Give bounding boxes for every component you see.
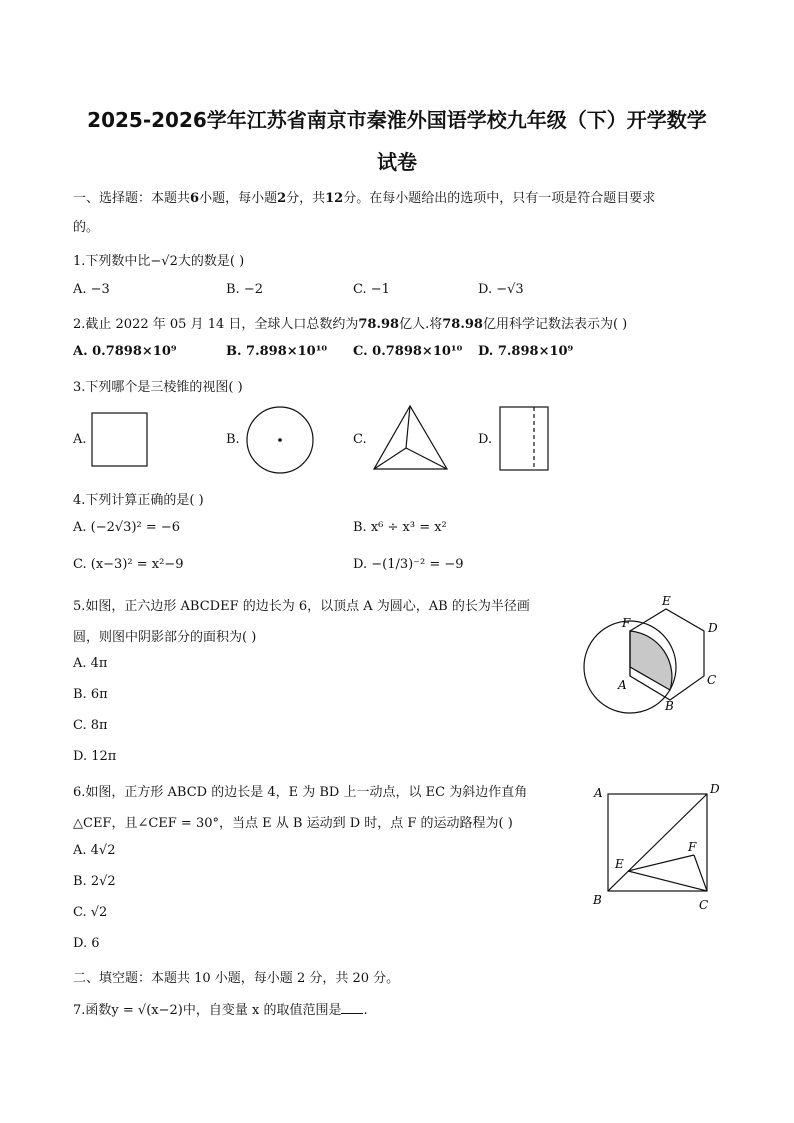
- q6-stem-line1: 6.如图，正方形 ABCD 的边长是 4，E 为 BD 上一动点，以 EC 为斜边作直角: [73, 785, 528, 800]
- q6-label-e: E: [615, 857, 624, 871]
- q7-stem-text: .: [363, 1003, 368, 1018]
- q1-stem-math: −√2: [150, 254, 178, 269]
- q4-option-c[interactable]: C. (x−3)² = x²−9: [73, 557, 184, 572]
- q6-label-b: B: [593, 893, 602, 907]
- q7-stem-text: 7.函数: [73, 1003, 112, 1018]
- q7-stem-math: y = √(x−2): [111, 1003, 183, 1018]
- q5-stem-line1: 5.如图，正六边形 ABCDEF 的边长为 6，以顶点 A 为圆心，AB 的长为半径画: [73, 599, 530, 614]
- q6-label-c: C: [699, 898, 709, 912]
- page-title-line2: 试卷: [377, 150, 417, 174]
- q3-option-a[interactable]: A.: [73, 432, 87, 447]
- q5-label-c: C: [707, 673, 717, 687]
- q1-stem-text: 大的数是( ): [177, 254, 245, 269]
- section1-heading-part: 2: [277, 191, 287, 206]
- q2-stem-number: 78.98: [358, 317, 400, 332]
- q2-option-d[interactable]: D. 7.898×10⁹: [478, 344, 574, 359]
- section2-heading: 二、填空题：本题共 10 小题，每小题 2 分，共 20 分。: [73, 971, 400, 986]
- q1-stem-text: 1.下列数中比: [73, 254, 151, 269]
- q5-option-d[interactable]: D. 12π: [73, 749, 117, 764]
- q2-option-b[interactable]: B. 7.898×10¹⁰: [226, 344, 328, 359]
- q5-option-c[interactable]: C. 8π: [73, 718, 108, 733]
- q5-label-e: E: [662, 594, 671, 608]
- q3-option-d[interactable]: D.: [478, 432, 493, 447]
- q2-option-c[interactable]: C. 0.7898×10¹⁰: [353, 344, 463, 359]
- q6-square-figure: [588, 780, 728, 914]
- q2-option-a[interactable]: A. 0.7898×10⁹: [73, 344, 177, 359]
- section1-heading-part: 分，共: [286, 191, 326, 206]
- q6-option-b[interactable]: B. 2√2: [73, 874, 116, 889]
- q7-answer-blank[interactable]: [341, 1001, 363, 1014]
- q1-option-b[interactable]: B. −2: [226, 282, 263, 297]
- q2-stem-number: 78.98: [442, 317, 483, 332]
- q4-stem: 4.下列计算正确的是( ): [73, 493, 204, 508]
- q2-stem-text: 亿用科学记数法表示为( ): [482, 317, 628, 332]
- q2-stem-text: 亿人.将: [399, 317, 443, 332]
- page-title-line1: 2025-2026学年江苏省南京市秦淮外国语学校九年级（下）开学数学: [87, 108, 707, 132]
- q3-figure-d-rectangle: [498, 406, 550, 472]
- q6-option-d[interactable]: D. 6: [73, 936, 100, 951]
- q5-option-b[interactable]: B. 6π: [73, 687, 108, 702]
- q6-label-d: D: [710, 782, 720, 796]
- section1-heading-part: 小题，每小题: [199, 191, 278, 206]
- q3-option-c[interactable]: C.: [353, 432, 367, 447]
- q6-stem-line2: △CEF，且∠CEF = 30°，当点 E 从 B 运动到 D 时，点 F 的运动路程为( ): [73, 816, 513, 831]
- q6-label-a: A: [594, 786, 603, 800]
- q3-figure-a-square: [90, 412, 150, 468]
- q4-option-d[interactable]: D. −(1/3)⁻² = −9: [353, 557, 464, 572]
- q2-stem-text: 2.截止 2022 年 05 月 14 日，全球人口总数约为: [73, 317, 359, 332]
- q3-option-b[interactable]: B.: [226, 432, 240, 447]
- q6-option-a[interactable]: A. 4√2: [73, 843, 116, 858]
- q1-stem: [73, 250, 244, 269]
- q3-figure-b-circle: [244, 404, 316, 476]
- q5-label-a: A: [618, 678, 627, 692]
- q1-option-d[interactable]: D. −√3: [478, 282, 524, 297]
- q2-stem: [73, 313, 627, 332]
- q5-label-f: F: [622, 616, 631, 630]
- q4-option-a[interactable]: A. (−2√3)² = −6: [73, 520, 181, 535]
- q4-option-b[interactable]: B. x⁶ ÷ x³ = x²: [353, 520, 447, 535]
- q5-stem-line2: 圆，则图中阴影部分的面积为( ): [73, 630, 257, 645]
- q5-label-d: D: [708, 621, 718, 635]
- q6-label-f: F: [688, 840, 697, 854]
- q6-option-c[interactable]: C. √2: [73, 905, 108, 920]
- section1-heading-part: 12: [325, 191, 344, 206]
- q5-option-a[interactable]: A. 4π: [73, 656, 108, 671]
- q3-figure-c-pyramid: [370, 404, 450, 472]
- q5-label-b: B: [665, 699, 674, 713]
- section1-heading-part: 一、选择题：本题共: [73, 191, 191, 206]
- section1-heading: [73, 187, 655, 206]
- q5-hexagon-figure: [580, 592, 730, 724]
- q1-option-c[interactable]: C. −1: [353, 282, 390, 297]
- section1-heading-part: 6: [190, 191, 200, 206]
- section1-heading-part: 分。在每小题给出的选项中，只有一项是符合题目要求: [343, 191, 656, 206]
- q7-stem-text: 中，自变量 x 的取值范围是: [182, 1003, 342, 1018]
- q1-option-a[interactable]: A. −3: [73, 282, 110, 297]
- q3-stem: 3.下列哪个是三棱锥的视图( ): [73, 380, 243, 395]
- section1-heading-line2: 的。: [73, 220, 100, 235]
- q7-stem: [73, 999, 368, 1018]
